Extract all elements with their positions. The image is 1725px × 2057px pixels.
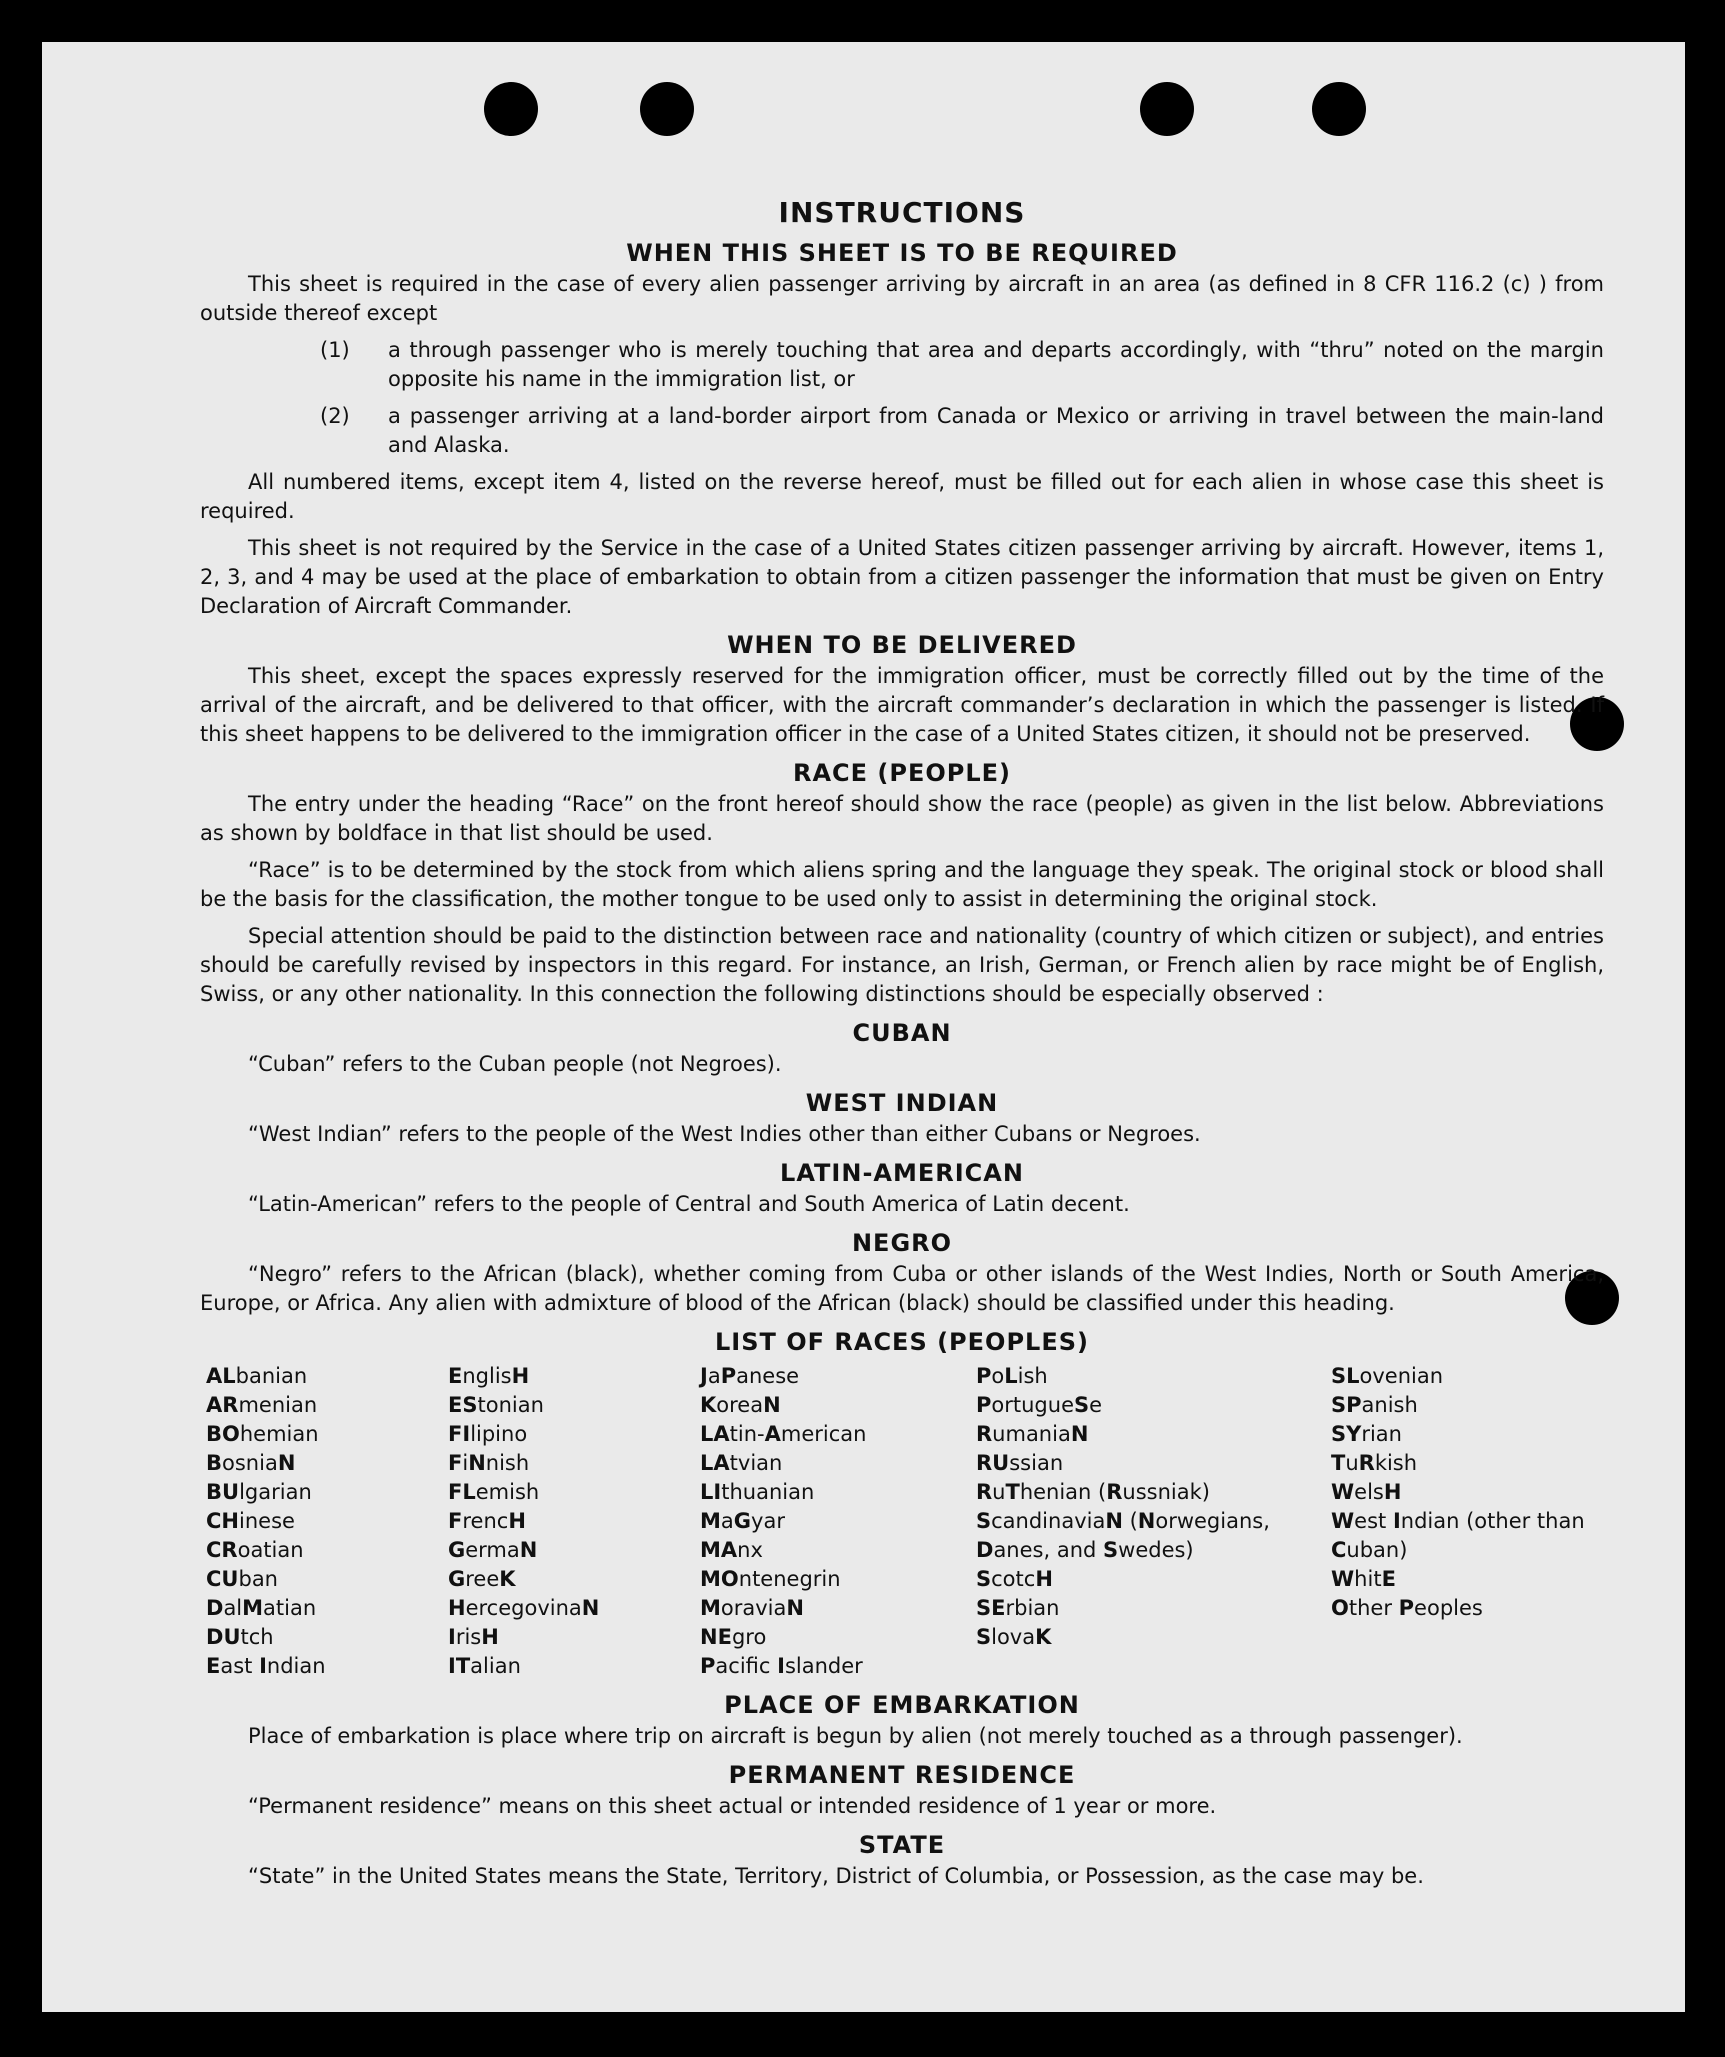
races-column — [700, 1362, 976, 1681]
race-entry: IrisH — [448, 1625, 499, 1649]
punch-hole — [1312, 82, 1366, 136]
instructions-content — [200, 192, 1604, 1899]
permanent-residence-text: “Permanent residence” means on this sheet actual or intended residence of 1 year or more. — [248, 1794, 1217, 1818]
race-entry: TuRkish — [1331, 1451, 1418, 1475]
cuban-text: “Cuban” refers to the Cuban people (not Negroes). — [248, 1052, 782, 1076]
section-heading-required: WHEN THIS SHEET IS TO BE REQUIRED — [626, 239, 1178, 267]
section-heading-negro: NEGRO — [851, 1229, 953, 1257]
race-entry: ARmenian — [206, 1393, 318, 1417]
negro-text: “Negro” refers to the African (black), whether coming from Cuba or other islands of the West Indies, North or South America, Europe, or Africa. Any alien with admixture of blood of the African (black) should be classified under this heading. — [200, 1262, 1604, 1315]
punch-hole — [484, 82, 538, 136]
race-entry: HercegovinaN — [448, 1596, 600, 1620]
race-entry: SPanish — [1331, 1393, 1418, 1417]
race-entry: ScotcH — [976, 1567, 1053, 1591]
race-entry: GreeK — [448, 1567, 516, 1591]
race-entry: WelsH — [1331, 1480, 1402, 1504]
required-para-citizen: This sheet is not required by the Service in the case of a United States citizen passenger arriving by aircraft. However, items 1, 2, 3, and 4 may be used at the place of embarkation to obtain from a citizen passenger the information that must be given on Entry Declaration of Aircraft Commander. — [200, 536, 1604, 618]
race-entry: DUtch — [206, 1625, 274, 1649]
race-entry: SlovaK — [976, 1625, 1052, 1649]
race-entry: KoreaN — [700, 1393, 781, 1417]
race-para-2: “Race” is to be determined by the stock from which aliens spring and the language they speak. The original stock or blood shall be the basis for the classification, the mother tongue to be used only to assist in determining the original stock. — [200, 858, 1604, 911]
west-indian-text: “West Indian” refers to the people of the West Indies other than either Cubans or Negroes. — [248, 1122, 1201, 1146]
race-entry: FiNnish — [448, 1451, 530, 1475]
race-entry: FIlipino — [448, 1422, 528, 1446]
race-entry: LAtin-American — [700, 1422, 867, 1446]
race-entry: GermaN — [448, 1538, 538, 1562]
section-heading-list-of-races: LIST OF RACES (PEOPLES) — [715, 1328, 1089, 1356]
races-column — [1331, 1362, 1606, 1681]
race-entry: MAnx — [700, 1538, 763, 1562]
race-entry: NEgro — [700, 1625, 767, 1649]
races-column — [206, 1362, 448, 1681]
latin-american-text: “Latin-American” refers to the people of Central and South America of Latin decent. — [248, 1192, 1130, 1216]
race-entry: BUlgarian — [206, 1480, 312, 1504]
race-entry: West Indian (other than Cuban) — [1331, 1509, 1585, 1562]
section-heading-state: STATE — [858, 1831, 946, 1859]
race-entry: MOntenegrin — [700, 1567, 841, 1591]
race-entry: EStonian — [448, 1393, 544, 1417]
exception-item: (2) a passenger arriving at a land-border airport from Canada or Mexico or arriving in travel between the main-land and Alaska. — [320, 404, 1604, 457]
race-entry: RUssian — [976, 1451, 1064, 1475]
race-entry: Other Peoples — [1331, 1596, 1483, 1620]
race-entry: MaGyar — [700, 1509, 785, 1533]
race-entry: SLovenian — [1331, 1364, 1444, 1388]
race-entry: BosniaN — [206, 1451, 296, 1475]
race-entry: EnglisH — [448, 1364, 530, 1388]
race-entry: RumaniaN — [976, 1422, 1089, 1446]
race-para-3: Special attention should be paid to the distinction between race and nationality (country of which citizen or subject), and entries should be carefully revised by inspectors in this regard. For instance, an Irish, German, or French alien by race might be of English, Swiss, or any other nationality. In this connection the following distinctions should be especially observed : — [200, 924, 1604, 1006]
race-entry: FLemish — [448, 1480, 540, 1504]
race-entry: RuThenian (Russniak) — [976, 1480, 1210, 1504]
document-page — [42, 42, 1685, 2012]
race-entry: WhitE — [1331, 1567, 1396, 1591]
race-entry: Pacific Islander — [700, 1654, 863, 1678]
delivered-text: This sheet, except the spaces expressly reserved for the immigration officer, must be correctly filled out by the time of the arrival of the aircraft, and be delivered to that officer, with the aircraft commander’s declaration in which the passenger is listed. If this sheet happens to be delivered to the immigration officer in the case of a United States citizen, it should not be preserved. — [200, 664, 1604, 746]
race-entry: DalMatian — [206, 1596, 317, 1620]
races-list — [206, 1362, 1604, 1681]
race-entry: ITalian — [448, 1654, 521, 1678]
section-heading-cuban: CUBAN — [852, 1019, 952, 1047]
race-entry: MoraviaN — [700, 1596, 804, 1620]
race-entry: ALbanian — [206, 1364, 308, 1388]
race-entry: CUban — [206, 1567, 278, 1591]
race-entry: East Indian — [206, 1654, 326, 1678]
section-heading-race: RACE (PEOPLE) — [792, 759, 1012, 787]
race-entry: BOhemian — [206, 1422, 319, 1446]
punch-hole — [1140, 82, 1194, 136]
section-heading-west-indian: WEST INDIAN — [805, 1089, 999, 1117]
race-entry: CHinese — [206, 1509, 295, 1533]
embarkation-text: Place of embarkation is place where trip on aircraft is begun by alien (not merely touched as a through passenger). — [248, 1724, 1463, 1748]
state-text: “State” in the United States means the State, Territory, District of Columbia, or Possession, as the case may be. — [248, 1864, 1424, 1888]
race-entry: SErbian — [976, 1596, 1060, 1620]
punch-hole — [640, 82, 694, 136]
race-entry: PortugueSe — [976, 1393, 1103, 1417]
section-heading-embarkation: PLACE OF EMBARKATION — [724, 1691, 1080, 1719]
page-title: INSTRUCTIONS — [778, 196, 1026, 229]
section-heading-delivered: WHEN TO BE DELIVERED — [727, 631, 1077, 659]
race-para-1: The entry under the heading “Race” on the front hereof should show the race (people) as given in the list below. Abbreviations as shown by boldface in that list should be used. — [200, 792, 1604, 845]
required-intro: This sheet is required in the case of every alien passenger arriving by aircraft in an area (as defined in 8 CFR 116.2 (c) ) from outside thereof except — [200, 272, 1604, 325]
race-entry: SYrian — [1331, 1422, 1402, 1446]
race-entry: ScandinaviaN (Norwegians, Danes, and Swedes) — [976, 1509, 1270, 1562]
races-column — [976, 1362, 1331, 1681]
race-entry: CRoatian — [206, 1538, 304, 1562]
race-entry: FrencH — [448, 1509, 526, 1533]
race-entry: JaPanese — [700, 1364, 800, 1388]
race-entry: PoLish — [976, 1364, 1048, 1388]
required-para-items: All numbered items, except item 4, listed on the reverse hereof, must be filled out for each alien in whose case this sheet is required. — [200, 470, 1604, 523]
race-entry: LAtvian — [700, 1451, 783, 1475]
exception-item: (1) a through passenger who is merely touching that area and departs accordingly, with “thru” noted on the margin opposite his name in the immigration list, or — [320, 338, 1604, 391]
race-entry: LIthuanian — [700, 1480, 815, 1504]
section-heading-latin-american: LATIN-AMERICAN — [780, 1159, 1024, 1187]
section-heading-permanent-residence: PERMANENT RESIDENCE — [728, 1761, 1076, 1789]
races-column — [448, 1362, 700, 1681]
